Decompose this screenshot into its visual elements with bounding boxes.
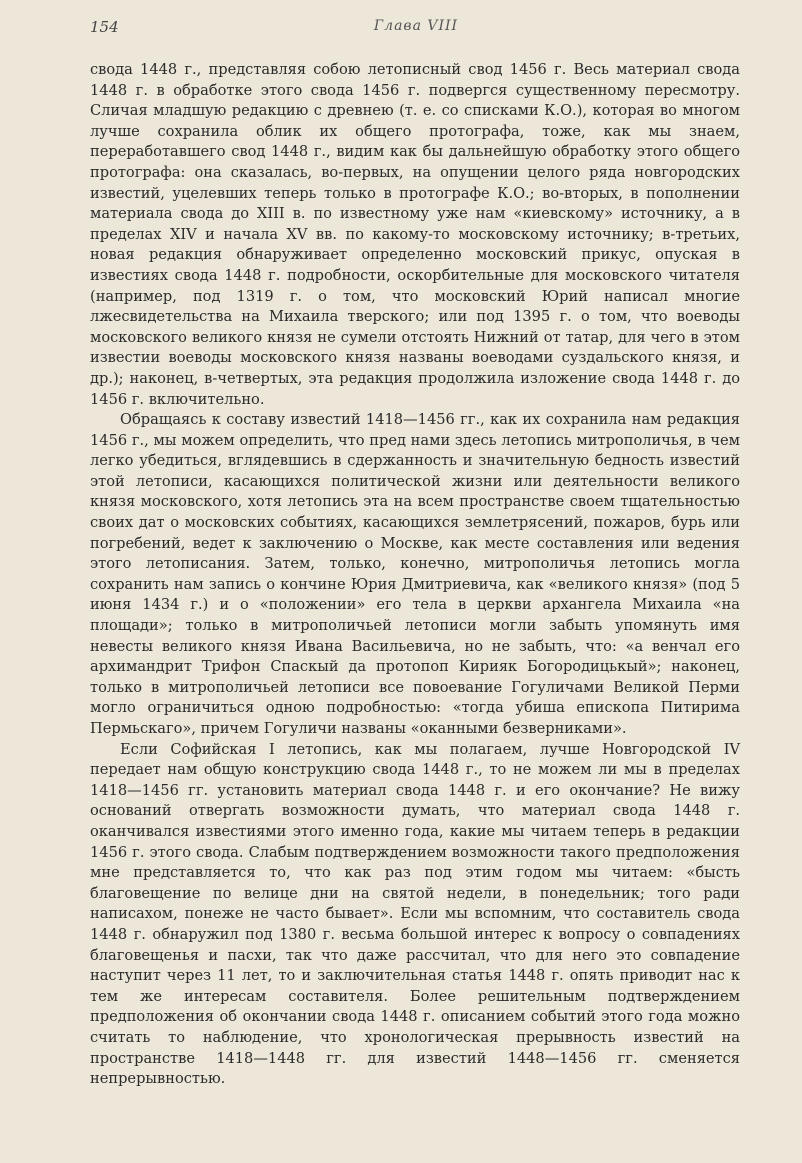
page-number: 154 bbox=[90, 18, 119, 36]
running-title: Глава VIII bbox=[373, 18, 459, 34]
paragraph-1: свода 1448 г., представляя собою летописный свод 1456 г. Весь материал свода 1448 г. в обработке этого свода 1456 г. подвергся существенному пересмотру. Сличая младшую редакцию с древнею (т. е. со списками К.О.), которая во многом лучше сохранила облик их общего протографа, тоже, как мы знаем, переработавшего свод 1448 г., видим как бы дальнейшую обработку этого общего протографа: она сказалась, во-первых, на опущении целого ряда новгородских известий, уцелевших теперь только в протографе К.О.; во-вторых, в пополнении материала свода до XIII в. по известному уже нам «киевскому» источнику, а в пределах XIV и начала XV вв. по какому-то московскому источнику; в-третьих, новая редакция обнаруживает определенно московский прикус, опуская в известиях свода 1448 г. подробности, оскорбительные для московского читателя (например, под 1319 г. о том, что московский Юрий написал многие лжесвидетельства на Михаила тверского; или под 1395 г. о том, что воеводы московского великого князя не сумели отстоять Нижний от татар, для чего в этом известии воеводы московского князя названы воеводами суздальского князя, и др.); наконец, в-четвертых, эта редакция продолжила изложение свода 1448 г. до 1456 г. включительно. bbox=[90, 61, 740, 408]
paragraph-2: Обращаясь к составу известий 1418—1456 гг., как их сохранила нам редакция 1456 г., мы можем определить, что пред нами здесь летопись митрополичья, в чем легко убедиться, вглядевшись в сдержанность и значительную бедность известий этой летописи, касающихся политической жизни или деятельности великого князя московского, хотя летопись эта на всем пространстве своем тщательностью своих дат о московских событиях, касающихся землетрясений, пожаров, бурь или погребений, ведет к заключению о Москве, как месте составления или ведения этого летописания. Затем, только, конечно, митрополичья летопись могла сохранить нам запись о кончине Юрия Дмитриевича, как «великого князя» (под 5 июня 1434 г.) и о «положении» его тела в церкви архангела Михаила «на площади»; только в митрополичьей летописи могли забыть упомянуть имя невесты великого князя Ивана Васильевича, но не забыть, что: «а венчал его архимандрит Трифон Спаскый да протопоп Кирияк Богородицькый»; наконец, только в митрополичьей летописи все повоевание Гогуличами Великой Перми могло ограничиться одною подробностью: «тогда убиша епископа Питирима Пермьскаго», причем Гогуличи названы «оканными безверниками». bbox=[90, 411, 740, 737]
body-text bbox=[90, 60, 740, 1090]
paragraph-3: Если Софийская I летопись, как мы полагаем, лучше Новгородской IV передает нам общую конструкцию свода 1448 г., то не можем ли мы в пределах 1418—1456 гг. установить материал свода 1448 г. и его окончание? Не вижу оснований отвергать возможности думать, что материал свода 1448 г. оканчивался известиями этого именно года, какие мы читаем теперь в редакции 1456 г. этого свода. Слабым подтверждением возможности такого предположения мне представляется то, что как раз под этим годом мы читаем: «бысть благовещение по велице дни на святой недели, в понедельник; того ради написахом, понеже не часто бывает». Если мы вспомним, что составитель свода 1448 г. обнаружил под 1380 г. весьма большой интерес к вопросу о совпадениях благовещенья и пасхи, так что даже рассчитал, что для него это совпадение наступит через 11 лет, то и заключительная статья 1448 г. опять приводит нас к тем же интересам составителя. Более решительным подтверждением предположения об окончании свода 1448 г. описанием событий этого года можно считать то наблюдение, что хронологическая прерывность известий на пространстве 1418—1448 гг. для известий 1448—1456 гг. сменяется непрерывностью. bbox=[90, 740, 740, 1088]
page-header bbox=[90, 18, 742, 40]
